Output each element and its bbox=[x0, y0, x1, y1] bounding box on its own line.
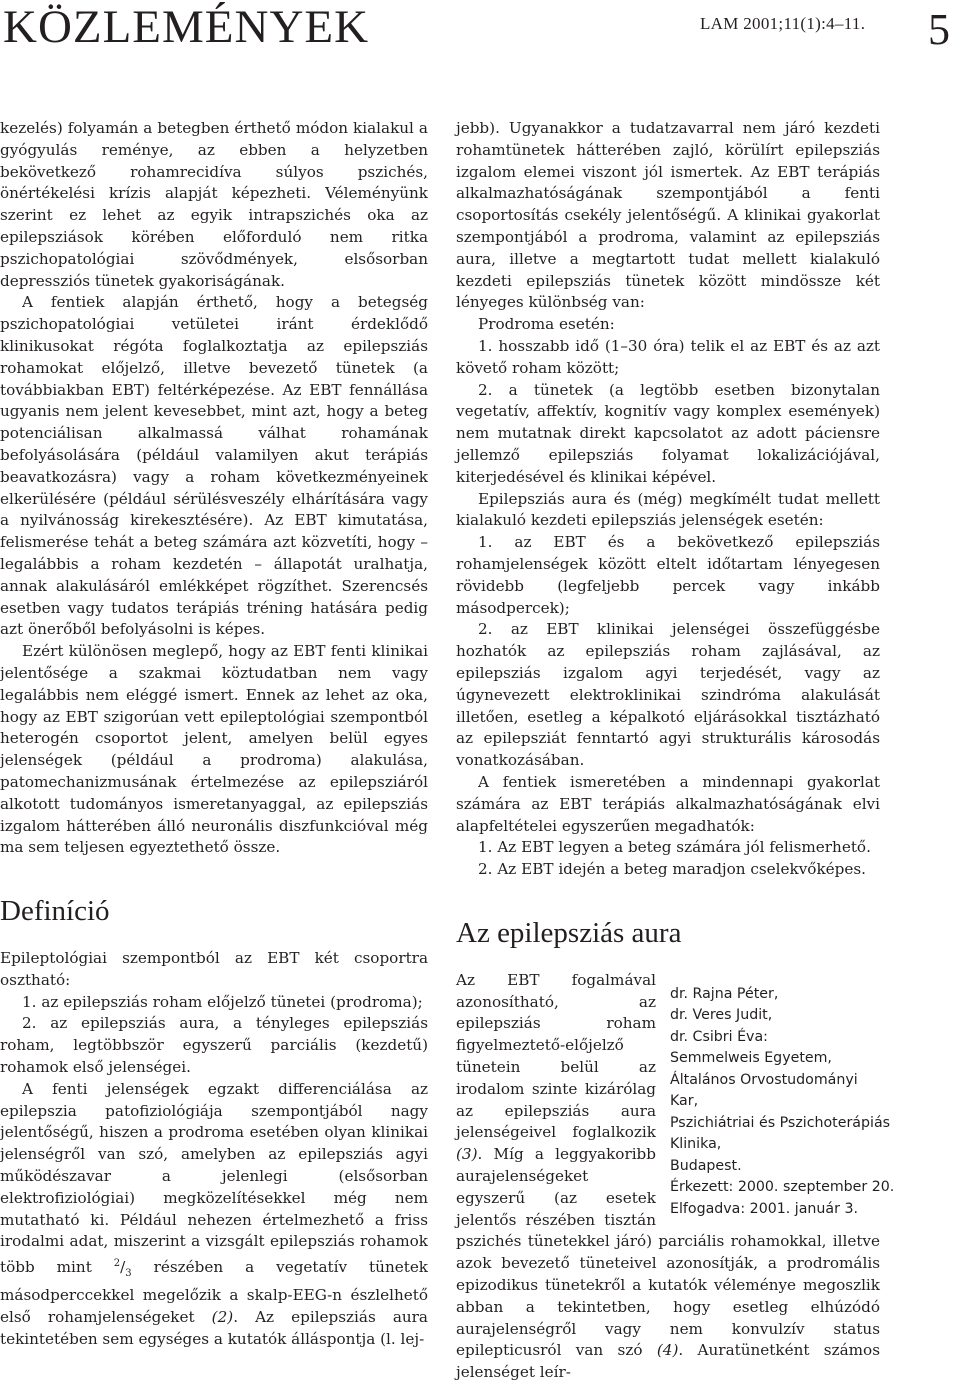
list-item: 2. a tünetek (a legtöbb esetben bizonytalan vegetatív, affektív, kognitív vagy komplex események) nem mutatnak direkt kapcsolatot az adott páciensre jellemző epilepsziás folyamat lokalizációjával, kiterjedésével és klinikai képével. bbox=[456, 380, 880, 486]
journal-reference: LAM 2001;11(1):4–11. bbox=[700, 14, 866, 33]
paragraph-text: Az EBT fogalmával azonosítható, az epilepsziás roham figyelmeztető-előjelző tünetein belül az irodalom szinte kizárólag az epilepsziás aura jelenségeivel foglalkozik bbox=[456, 970, 656, 1142]
paragraph: A fenti jelenségek egzakt differenciálása az epilepszia patofiziológiája szempontjából nagy jelentőségű, hiszen a prodroma esetében olyan klinikai jelenségről van szó, amelyben az epilepsziás agyi működészavar a jelenlegi (elsősorban elektrofiziológiai) megközelítésekkel még nem mutatható ki. Például nehezen értelmezhető a friss irodalmi adat, miszerint a vizsgált epilepsziás rohamok több mint $^2/_3$ részében a vegetatív tünetek másodperccekkel megelőzik a skalp-EEG-n észlelhető első rohamjelenségeket (2). Az epilepsziás aura tekintetében sem egységes a kutatók álláspontja (l. lej- bbox=[0, 1079, 429, 1348]
right-column bbox=[456, 118, 895, 1384]
affiliation-line: Pszichiátriai és Pszichoterápiás bbox=[670, 1114, 891, 1131]
paragraph: Epileptológiai szempontból az EBT két csoportra osztható: bbox=[0, 948, 428, 989]
paragraph-text: . Az epilepsziás aura tekintetében sem egységes a kutatók álláspontja (l. lej- bbox=[0, 1307, 428, 1348]
list-item: 1. Az EBT legyen a beteg számára jól felismerhető. bbox=[478, 838, 871, 857]
fraction-denominator: 3 bbox=[125, 1268, 132, 1280]
paragraph: A fentiek alapján érthető, hogy a betegség pszichopatológiai vetületei iránt érdeklődő klinikusokat régóta foglalkoztatja az epilepsziás rohamokat előjelző, illetve bevezető tünetek (a továbbiakban EBT) feltérképezése. Az EBT fennállása ugyanis nem jelent kevesebbet, mint azt, hogy a beteg potenciálisan alkalmassá válhat rohamának befolyásolására (például valamilyen akut terápiás beavatkozásra) vagy a roham következményeinek elkerülésére (például sérülésveszély elhárítására vagy a nyilvánosság kirekesztésére). Az EBT kimutatása, felismerése tehát a beteg számára azt közvetíti, hogy – legalábbis a roham kezdetén – állapotát uralhatja, annak alakulásáról emlékképet rögzíthet. Szerencsés esetben vagy tudatos terápiás tréning hatására pedig azt önerőből befolyásolni is képes. bbox=[0, 293, 428, 639]
section-title: KÖZLEMÉNYEK bbox=[3, 1, 370, 53]
paragraph-text: . Míg a leggyakoribb aurajelenségeket egyszerű (az esetek jelentős részében tisztán pszichés tünetekkel járó) parciális rohamokkal, illetve azok bevezető tüneteivel azonosítják, a prodromális epizodikus tünetekről a kutatók véleménye megoszlik abban a tekintetben, hogy esetleg elhúzódó aurajelenségről vagy nem konvulzív status epilepticusról van szó bbox=[456, 1145, 880, 1360]
citation: (2) bbox=[211, 1307, 234, 1326]
fraction-numerator: 2 bbox=[113, 1258, 121, 1270]
paragraph: A fentiek ismeretében a mindennapi gyakorlat számára az EBT terápiás alkalmazhatóságának elvi alapfeltételei egyszerűen megadhatók: bbox=[456, 772, 880, 835]
heading-definition: Definíció bbox=[0, 895, 110, 928]
paragraph: Epilepsziás aura és (még) megkímélt tudat mellett kialakuló kezdeti epilepsziás jelenségek esetén: bbox=[456, 489, 880, 530]
author-line: dr. Csibri Éva: bbox=[670, 1028, 768, 1045]
author-info bbox=[670, 984, 900, 1221]
received-date: Érkezett: 2000. szeptember 20. bbox=[670, 1179, 895, 1196]
affiliation-line: Kar, bbox=[670, 1093, 699, 1110]
list-item: 1. hosszabb idő (1–30 óra) telik el az EBT és az azt követő roham között; bbox=[456, 336, 880, 377]
affiliation-line: Klinika, bbox=[670, 1136, 722, 1153]
author-line: dr. Rajna Péter, bbox=[670, 985, 779, 1002]
left-column bbox=[0, 118, 428, 1350]
accepted-date: Elfogadva: 2001. január 3. bbox=[670, 1200, 858, 1217]
page-header bbox=[0, 0, 960, 60]
paragraph: Ezért különösen meglepő, hogy az EBT fenti klinikai jelentősége a szakmai köztudatban nem vagy legalábbis nem eléggé ismert. Ennek az lehet az oka, hogy az EBT szigorúan vett epileptológiai szempontból heterogén csoportot jelent, amelyen belül egyes jelenségek (például a prodroma) alakulása, patomechanizmusának értelmezése az epilepsziáról alkotott tudományos ismeretanyaggal, az epilepsziás izgalom hátterében álló neuronális diszfunkcióval még ma sem teljesen egyeztethető össze. bbox=[0, 642, 428, 857]
list-item: 2. Az EBT idején a beteg maradjon cselekvőképes. bbox=[478, 860, 866, 879]
paragraph: kezelés) folyamán a betegben érthető módon kialakul a gyógyulás reménye, az ebben a helyzetben bekövetkező rohamrecidíva súlyos pszichés, önértékelési krízis alapját képezheti. Véleményünk szerint ez lehet az egyik intrapszichés oka az epilepsziások körében előforduló nem ritka pszichopatológiai szövődmények, elsősorban depressziós tünetek gyakoriságának. bbox=[0, 119, 428, 290]
paragraph-text: A fenti jelenségek egzakt differenciálása az epilepszia patofiziológiája szempontjából nagy jelentőségű, hiszen a prodroma esetében olyan klinikai jelenségről van szó, amelyben az epilepsziás agyi működészavar a jelenlegi (elsősorban elektrofiziológiai) megközelítésekkel még nem mutatható ki. Például nehezen értelmezhető a friss irodalmi adat, miszerint a vizsgált epilepsziás rohamok több mint bbox=[0, 1079, 428, 1277]
affiliation-line: Budapest. bbox=[670, 1157, 742, 1174]
paragraph-text: részében a vegetatív tünetek másodperccekkel megelőzik a skalp-EEG-n észlelhető első rohamjelenségeket bbox=[0, 1258, 429, 1326]
paragraph-text: . Auratünetként számos jelenséget leír- bbox=[456, 1341, 880, 1382]
list-item: 1. az EBT és a bekövetkező epilepsziás rohamjelenségek között eltelt időtartam lényegesen rövidebb (legfeljebb percek vagy inkább másodpercek); bbox=[456, 533, 880, 617]
list-item: 2. az EBT klinikai jelenségei összefüggésbe hozhatók az epilepsziás roham zajlásával, az epilepsziás izgalom agyi terjedését, vagy az úgynevezett elektroklinikai szindróma alakulását illetően, esetleg a képalkotó eljárásokkal tisztázható az epilepsziát fenntartó agyi strukturális károsodás vonatkozásában. bbox=[456, 620, 880, 770]
page-number: 5 bbox=[928, 5, 950, 54]
author-line: dr. Veres Judit, bbox=[670, 1007, 773, 1024]
affiliation-line: Semmelweis Egyetem, bbox=[670, 1050, 832, 1067]
list-label: Prodroma esetén: bbox=[478, 315, 615, 334]
citation: (3) bbox=[456, 1145, 478, 1164]
citation: (4) bbox=[656, 1341, 679, 1360]
heading-epileptic-aura: Az epilepsziás aura bbox=[456, 916, 682, 949]
list-item: 1. az epilepsziás roham előjelző tünetei (prodroma); bbox=[22, 992, 423, 1011]
list-item: 2. az epilepsziás aura, a tényleges epilepsziás roham, legtöbbször egyszerű parciális (kezdetű) rohamok első jelenségei. bbox=[0, 1014, 428, 1076]
affiliation-line: Általános Orvostudományi bbox=[670, 1071, 858, 1088]
paragraph: jebb). Ugyanakkor a tudatzavarral nem járó kezdeti rohamtünetek hátterében zajló, körülírt epilepsziás izgalom elemei viszont jól ismertek. Az EBT terápiás alkalmazhatóságának szempontjából a fenti csoportosítás csekély jelentőségű. A klinikai gyakorlat szempontjából a prodroma, valamint az epilepsziás aura, illetve a megtartott tudat mellett kialakuló kezdeti epilepsziás tünetek között mindössze két lényeges különbség van: bbox=[456, 119, 880, 312]
